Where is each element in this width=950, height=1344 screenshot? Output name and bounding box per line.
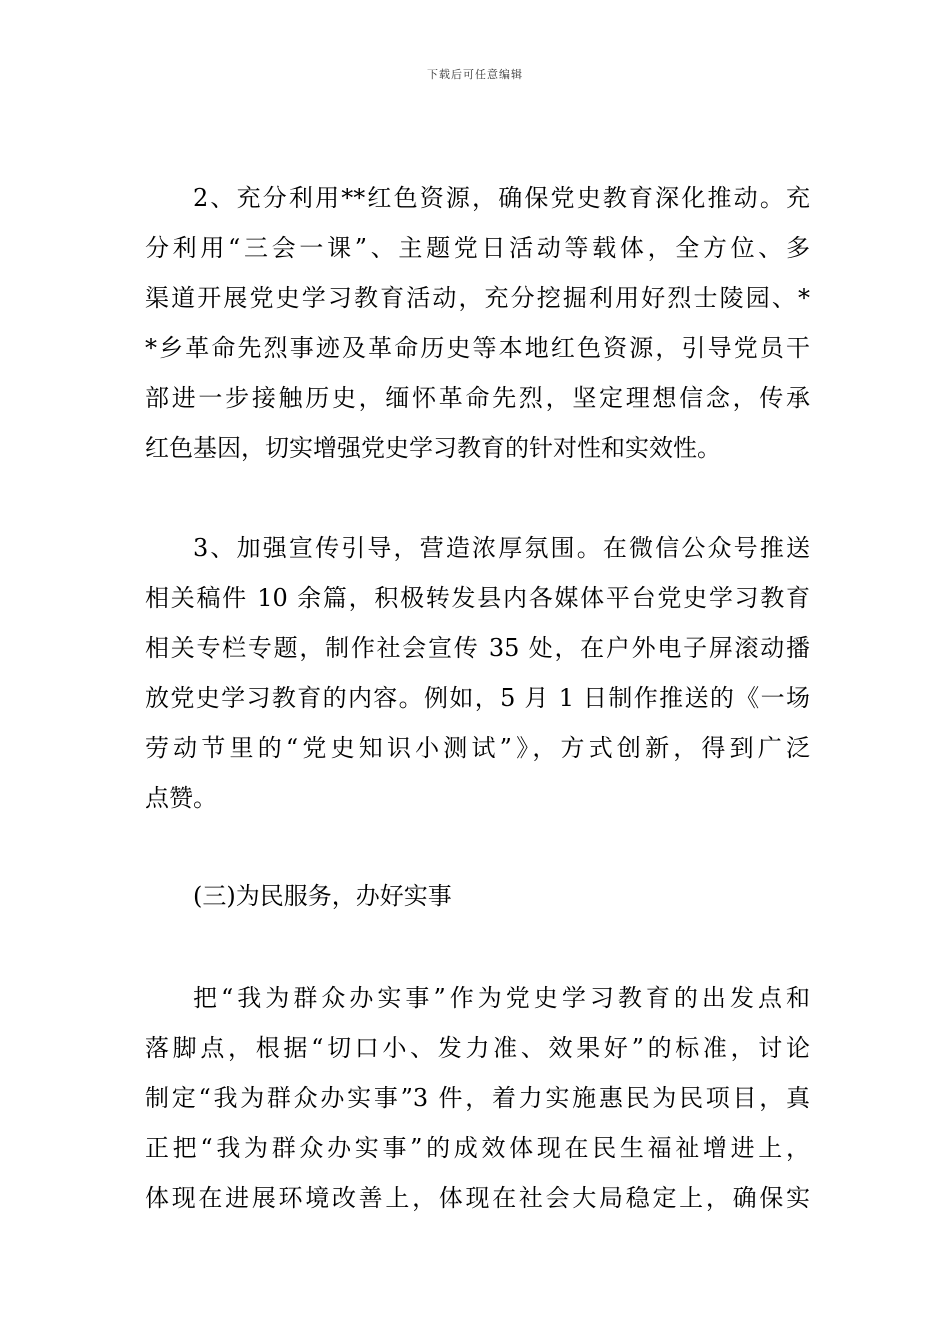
paragraph-line: 2、充分利用**红色资源，确保党史教育深化推动。充 (193, 184, 810, 212)
paragraph-line: 分利用“三会一课”、主题党日活动等载体，全方位、多 (145, 234, 810, 262)
paragraph-line: 落脚点，根据“切口小、发力准、效果好”的标准，讨论 (145, 1034, 810, 1062)
paragraph-line: 正把“我为群众办实事”的成效体现在民生福祉增进上， (145, 1134, 810, 1162)
paragraph-line: 制定“我为群众办实事”3 件，着力实施惠民为民项目，真 (145, 1084, 810, 1112)
paragraph-line: 红色基因，切实增强党史学习教育的针对性和实效性。 (145, 434, 721, 462)
paragraph-line: 放党史学习教育的内容。例如，5 月 1 日制作推送的《一场 (145, 684, 810, 712)
paragraph-line: 相关稿件 10 余篇，积极转发县内各媒体平台党史学习教育 (145, 584, 810, 612)
paragraph-line: *乡革命先烈事迹及革命历史等本地红色资源，引导党员干 (145, 334, 810, 362)
header-note: 下载后可任意编辑 (427, 68, 523, 81)
paragraph-line: 点赞。 (145, 784, 217, 812)
paragraph-line: 相关专栏专题，制作社会宣传 35 处，在户外电子屏滚动播 (145, 634, 810, 662)
paragraph-line: 把“我为群众办实事”作为党史学习教育的出发点和 (193, 984, 810, 1012)
paragraph-line: 部进一步接触历史，缅怀革命先烈，坚定理想信念，传承 (145, 384, 810, 412)
paragraph-line: 3、加强宣传引导，营造浓厚氛围。在微信公众号推送 (193, 534, 810, 562)
paragraph-line: 渠道开展党史学习教育活动，充分挖掘利用好烈士陵园、* (145, 284, 810, 312)
section-heading: (三)为民服务，办好实事 (193, 882, 452, 910)
paragraph-line: 劳动节里的“党史知识小测试”》，方式创新，得到广泛 (145, 734, 810, 762)
paragraph-line: 体现在进展环境改善上，体现在社会大局稳定上，确保实 (145, 1184, 810, 1212)
